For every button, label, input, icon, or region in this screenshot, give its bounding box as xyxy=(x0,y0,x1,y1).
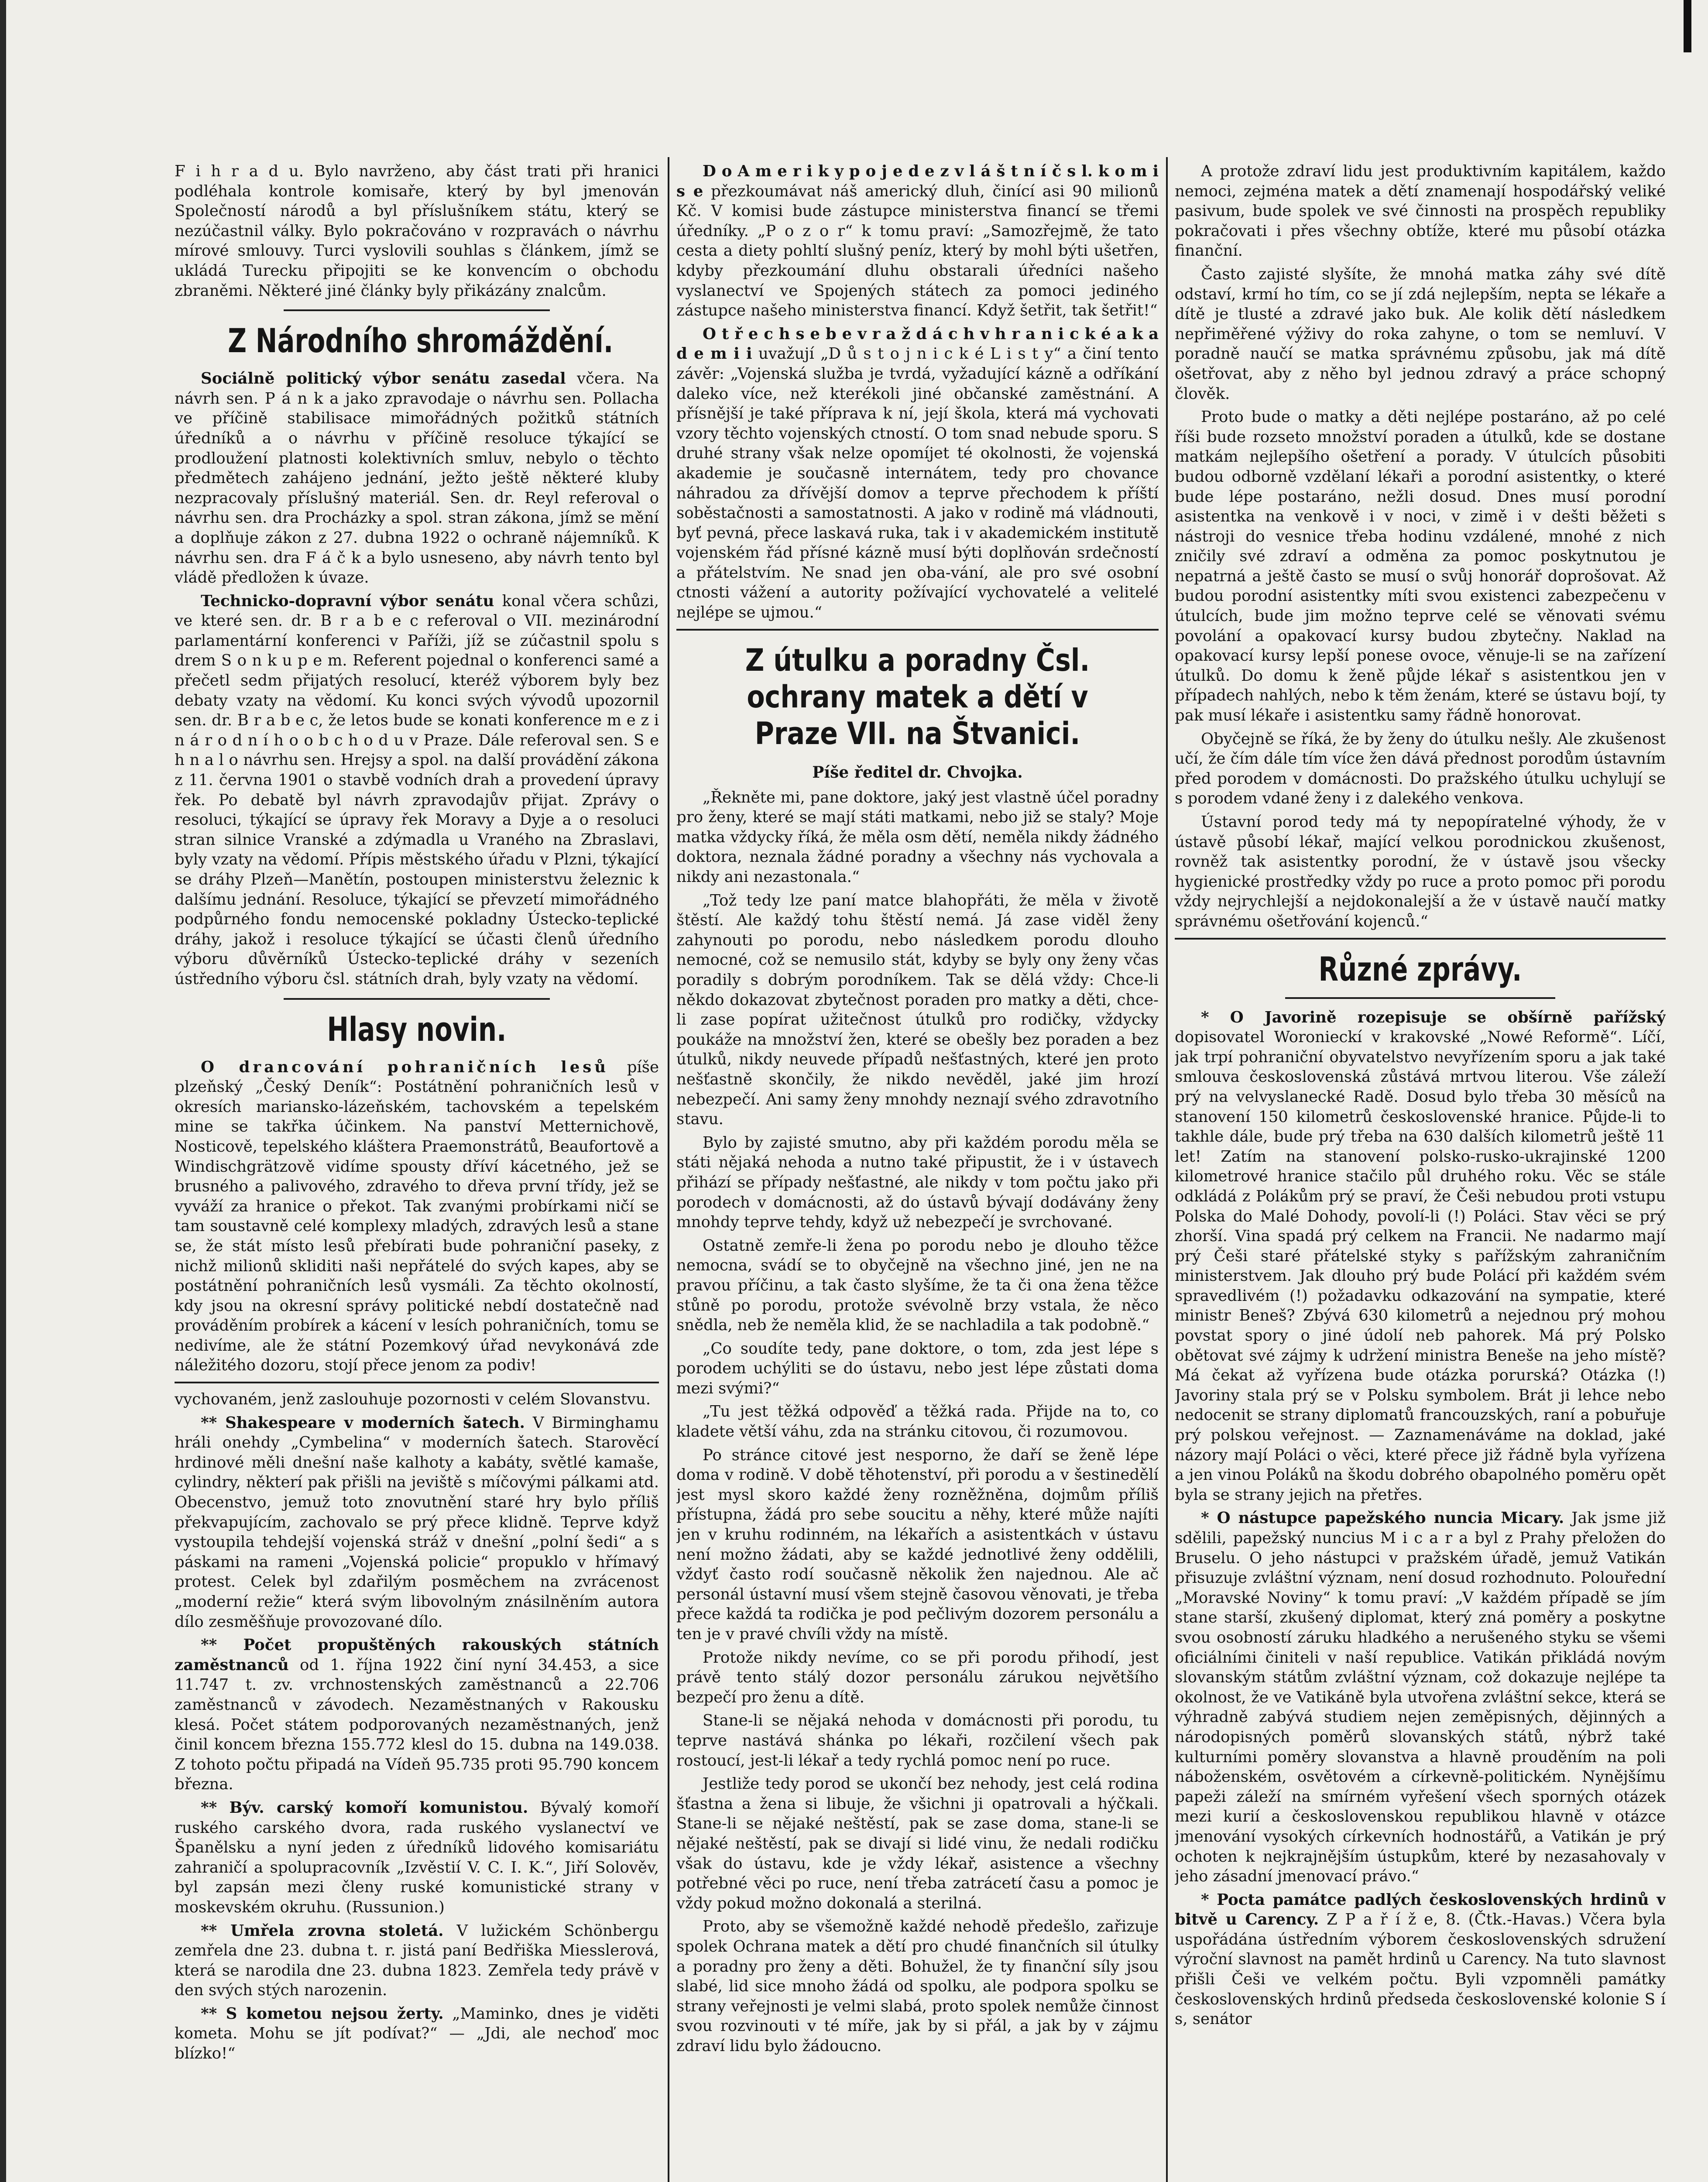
paragraph: „Tu jest těžká odpověď a těžká rada. Přijde na to, co kladete větší váhu, zda na stránku citovou, či rozumovou. xyxy=(676,1403,1159,1441)
article-continuation: F i h r a d u. Bylo navrženo, aby část trati při hranici podléhala kontrole komisaře, který by byl jmenován Společností národů a byl příslušníkem státu, který se nezúčastnil války. Bylo pokračováno v rozpravách o návrhu mírové smlouvy. Turci vyslovili souhlas s článkem, jímž se ukládá Turecku připojiti se ke konvencím o obchodu zbraněmi. Některé jiné články byly přikázány znalcům. xyxy=(175,162,659,300)
news-item: ** Umřela zrovna stoletá. V lužickém Schönbergu zemřela dne 23. dubna t. r. jistá paní Bedřiška Miesslerová, která se narodila dne 23. dubna 1823. Zemřela tedy právě v den svých stých narozenin. xyxy=(175,1921,659,2000)
paragraph: vychovaném, jenž zaslouhuje pozornosti v celém Slovanstvu. xyxy=(175,1390,651,1409)
divider xyxy=(1285,997,1555,999)
column-2 xyxy=(676,161,1159,2182)
divider xyxy=(284,309,550,311)
paragraph: Ústavní porod tedy má ty nepopíratelné výhody, že v ústavě působí lékař, mající velkou porodnickou zkušenost, rovněž tak asistentky porodní, že v ústavě jsou všecky hygienické prostředky vždy po ruce a proto pomoc při porodu vždy nejrychlejší a nejdokonalejší a že v ústavě naučí matky správnému ošetřování kojenců.“ xyxy=(1175,813,1666,930)
news-item: ** S kometou nejsou žerty. „Maminko, dnes je viděti kometa. Mohu se jít podívat?“ — „Jdi, ale nechoď moc blízko!“ xyxy=(175,2004,659,2063)
paragraph: Proto bude o matky a děti nejlépe postaráno, až po celé říši bude rozseto množství poraden a útulků, kde se dostane matkám nejlepšího ošetření a porady. V útulcích působiti budou odborně vzdělaní lékaři a porodní asistentky, o které bude lépe postaráno, nežli dosud. Dnes musí porodní asistentka na venkově i v noci, v zimě i v dešti běžeti s nástroji do vesnice třeba hodinu vzdálené, mnohé z nich zničily své zdraví a odměna za pomoc poskytnutou je nepatrná a ještě často se musí o svůj honorář doprošovat. Až budou porodní asistentky míti svou existenci zabezpečenu v útulcích, bude jim možno teprve celé se věnovati svému povolání a opakovací kursy budou zbytečny. Naklad na opakovací kursy lepší ponese ovoce, věnuje-li se na zařízení útulků. Do domu k ženě půjde lékař s asistentkou jen v případech nahlých, nebo k těm ženám, které se ústavu bojí, ty pak musí lékaře i asistentku samy řádně honorovat. xyxy=(1175,408,1666,725)
paragraph: „Tož tedy lze paní matce blahopřáti, že měla v životě štěstí. Ale každý tohu štěstí nemá. Já zase viděl ženy zahynouti po porodu, nebo následkem porodu dlouho nemocné, což se nemusilo stát, kdyby se byly ony ženy včas poradily s dobrým porodníkem. Tak se dělá vždy: Chce-li někdo dokazovat zbytečnost poraden pro matky a děti, chce-li zase popírat užitečnost útulků pro rodičky, vždycky poukáže na množství žen, které se obešly bez poraden a bez útulků, nikdy neuvede případů nešťastných, které jen proto nešťastně skončily, že nikdo nevěděl, jaké jim hrozí nebezpečí. Ani samy ženy mnohdy neznají svého zdravotního stavu. xyxy=(676,891,1159,1129)
section-heading-various-news: Různé zprávy. xyxy=(1318,949,1522,988)
divider xyxy=(1175,938,1666,940)
column-3 xyxy=(1175,161,1666,2182)
divider xyxy=(175,1382,659,1383)
paragraph: Technicko-dopravní výbor senátu konal včera schůzi, ve které sen. dr. B r a b e c referoval o VII. mezinárodní parlamentární konferenci v Paříži, jíž se zúčastnil spolu s drem S o n k u p e m. Referent pojednal o konferenci samé a přečetl sedm přijatých resolucí, kteréž výborem byly bez debaty vzaty na vědomí. Ku konci svých vývodů upozornil sen. dr. B r a b e c, že letos bude se konati konference m e z i n á r o d n í h o o b c h o d u v Praze. Dále referoval sen. S e h n a l o návrhu sen. Hrejsy a spol. na další provádění zákona z 11. června 1901 o stavbě vodních drah a provedení úpravy řek. Po debatě byl návrh zpravodajův přijat. Zprávy o resoluci, týkající se úpravy řek Moravy a Dyje a o resoluci stran silnice Vranské a zdýmadla u Vraného na Zbraslavi, byly vzaty na vědomí. Přípis městského úřadu v Plzni, týkající se dráhy Plzeň—Manětín, postoupen ministerstvu železnic k dalšímu jednání. Resoluce, týkající se převzetí mimořádného podpůrného fondu nemocenské pokladny Ústecko-teplické dráhy, jakož i resoluce týkající se účasti členů úředního výboru důvěrníků Ústecko-teplické dráhy v sezeních ústředního výboru čsl. státních drah, byly vzaty na vědomí. xyxy=(175,592,659,988)
divider xyxy=(284,998,550,1000)
paragraph: Bylo by zajisté smutno, aby při každém porodu měla se státi nějaká nehoda a nutno také připustit, že i v ústavech přihází se případy nešťastné, ale nikdy v tom počtu jako při porodech v domácnosti, až do ústavů bývají dodávány ženy mnohdy teprve tehdy, když už nebezpečí je svrchované. xyxy=(676,1133,1159,1232)
paragraph: Po stránce citové jest nesporno, že daří se ženě lépe doma v rodině. V době těhotenství, při porodu a v šestinedělí jest mysl skoro každé ženy rozněžněna, dojmům příliš přístupna, žádá pro sebe soucitu a něhy, které může najíti jen v kruhu rodinném, na lékařích a asistentkách v ústavu není možno žádati, aby se každé jednotlivé ženy oddělili, vždyť často rodí současně několik žen najednou. Ale ač personál ústavní musí všem stejně časovou věnovati, je třeba přece každá ta rodička je pod pečlivým dozorem personálu a ten je v pravé chvíli vždy na místě. xyxy=(676,1446,1159,1643)
column-1 xyxy=(175,161,659,2182)
article-heading-shelter: Z útulku a poradny Čsl. ochrany matek a dětí v Praze VII. na Štvanici. xyxy=(745,642,1090,751)
paragraph: „Řekněte mi, pane doktore, jaký jest vlastně účel poradny pro ženy, které se mají státi matkami, nebo již se staly? Moje matka vždycky říká, že měla osm dětí, neměla nikdy žádného doktora, neznala žádné poradny a všechny nás vychovala a nikdy ani nezastonala.“ xyxy=(676,788,1159,886)
column-rule-2 xyxy=(1166,157,1168,2182)
paragraph: Jestliže tedy porod se ukončí bez nehody, jest celá rodina šťastna a žena si libuje, že všichni ji opatrovali a hýčkali. Stane-li se nějaké neštěstí, pak se zase doma, stane-li se nějaké neštěstí, pak se divají si lidé vinu, že nedali rodičku však do ústavu, kde je vždy lékař, asistence a všechny potřebné věci po ruce, není třeba zatrácetí času a pomoc je vždy pokud možno dokonalá a sterilná. xyxy=(676,1775,1159,1912)
paragraph: O t ř e c h s e b e v r a ž d á c h v h r a n i c k é a k a d e m i i uvažují „D ů s t o j n i c k é L i s t y“ a činí tento závěr: „Vojenská služba je tvrdá, vyžadující kázně a odříkání daleko více, než kterékoli jiné občanské zaměstnání. A přísnější je také příprava k ní, její škola, která má vychovati vzory těchto vojenských ctností. O tom snad nebude sporu. S druhé strany však nelze opomíjet té okolnosti, že vojenská akademie je současně internátem, tedy pro chovance náhradou za dřívější domov a teprve přechodem k příští soběstačnosti a samostatnosti. A jako v rodině má vládnouti, byť pevná, přece laskavá ruka, tak i v akademickém institutě vojenském řád přísné kázně musí býti doplňován srdečností a přátelstvím. Ne snad jen oba-vání, ale pro své osobní ctnosti vážení a autority požívající vychovatelé a velitelé nejlépe se ujmou.“ xyxy=(676,325,1159,622)
scan-corner-mark xyxy=(1684,0,1691,52)
column-rule-1 xyxy=(668,157,669,2182)
paragraph: D o A m e r i k y p o j e d e z v l á š t n í č s l. k o m i s e přezkoumávat náš americký dluh, činící asi 90 milionů Kč. V komisi bude zástupce ministerstva financí se třemi úředníky. „P o z o r“ k tomu praví: „Samozřejmě, že tato cesta a diety pohltí slušný peníz, který by mohl býti ušetřen, kdyby přezkoumání dluhu obstarali úředníci našeho vyslanectví ve Spojených státech za pomoci jediného zástupce našeho ministerstva financí. Když šetřit, tak šetřit!“ xyxy=(676,162,1159,320)
paragraph: „Co soudíte tedy, pane doktore, o tom, zda jest lépe s porodem uchýliti se do ústavu, nebo jest lépe zůstati doma mezi svými?“ xyxy=(676,1339,1159,1397)
paragraph: Sociálně politický výbor senátu zasedal včera. Na návrh sen. P á n k a jako zpravodaje o návrhu sen. Pollacha ve příčině stabilisace mimořádných požitků státních úředníků a o návrhu v příčině resoluce týkající se prodloužení platnosti kolektivních smluv, nebylo o těchto předmětech zahájeno jednání, ježto ještě některé kluby nezpracovaly příslušný materiál. Sen. dr. Reyl referoval o návrhu sen. dra Procházky a spol. stran zákona, jímž se mění a doplňuje zákon z 27. dubna 1922 o ochraně nájemníků. K návrhu sen. dra F á č k a bylo usneseno, aby návrh tento byl vládě předložen k úvaze. xyxy=(175,370,659,587)
news-item: ** Shakespeare v moderních šatech. V Birminghamu hráli onehdy „Cymbelina“ v moderních šatech. Starověcí hrdinové měli dnešní naše kalhoty a kabáty, světlé kamaše, cylindry, některí pak přišli na jeviště s míčovými pálkami atd. Obecenstvo, jemuž toto znovutnění staré hry bylo příliš překvapujícím, zachovalo se prý přece klidně. Teprve když vystoupila tehdejší vojenská stráž v dnešní „polní šedi“ a s páskami na rameni „Vojenská policie“ propuklo v hřímavý protest. Celek byl zdařilým posměchem na zvrácenost „moderní režie“ která svým libovolným znásilněním autora dílo zesměšňuje provozované dílo. xyxy=(175,1413,659,1631)
byline: Píše ředitel dr. Chvojka. xyxy=(812,763,1023,782)
paragraph: Ostatně zemře-li žena po porodu nebo je dlouho těžce nemocna, svádí se to obyčejně na všechno jiné, jen ne na pravou příčinu, a tak často slyšíme, že ta či ona žena těžce stůně po porodu, protože svévolně brzy vstala, že něco snědla, neb že neměla klid, že se nachladila a tak podobně.“ xyxy=(676,1236,1159,1335)
news-item: * O nástupce papežského nuncia Micary. Jak jsme již sdělili, papežský nuncius M i c a r a byl z Prahy přeložen do Bruselu. O jeho nástupci v pražském úřadě, jemuž Vatikán přisuzuje zvláštní význam, není dosud rozhodnuto. Polouřední „Moravské Noviny“ k tomu praví: „V každém případě se jím stane starší, zkušený diplomat, který zná poměry a poskytne svou osobností záruku hladkého a nerušeného styku se všemi oficiálními činiteli v naší republice. Vatikán přikládá novým slovanským státům zvláštní význam, což dokazuje nejlépe ta okolnost, že ve Vatikáně byla utvořena zvláštní sekce, která se výhradně zabývá studiem nejen zeměpisných, dějinných a národopisných poměrů slovanských států, nýbrž také kulturními poměry slovanstva a hlavně prouděním na poli náboženském, osvětovém a církevně-politickém. Nynějšímu papeži záleží na smírném vyřešení všech sporných otázek mezi kurií a československou republikou hlavně v otázce jmenování vysokých církevních hodnostářů, a Vatikán je prý ochoten k nejkrajnějším ústupkům, které by nezasahovaly v jeho zásadní jmenovací právo.“ xyxy=(1175,1509,1666,1886)
scan-edge xyxy=(0,0,6,2182)
paragraph: Obyčejně se říká, že by ženy do útulku nešly. Ale zkušenost učí, že čím dále tím více žen dává přednost porodům ústavním před porodem v domácnosti. Do pražského útulku uchylují se s porodem vdané ženy i z dalekého venkova. xyxy=(1175,730,1666,808)
section-heading-national-assembly: Z Národního shromáždění. xyxy=(228,321,614,360)
paragraph: Protože nikdy nevíme, co se při porodu přihodí, jest právě tento stálý dozor personálu zárukou největšího bezpečí pro ženu a dítě. xyxy=(676,1648,1159,1706)
news-item: ** Býv. carský komoří komunistou. Bývalý komoří ruského carského dvora, rada ruského vyslanectví ve Španělsku a nyní jeden z úředníků lidového komisariátu zahraničí a spolupracovník „Izvěstií V. C. I. K.“, Jiří Solověv, byl zapsán mezi členy ruské komunistické strany v moskevském okruhu. (Russunion.) xyxy=(175,1798,659,1916)
paragraph: Proto, aby se všemožně každé nehodě předešlo, zařizuje spolek Ochrana matek a dětí pro chudé finančních sil útulky a poradny pro ženy a děti. Bohužel, že ty finanční síly jsou slabé, lid sice mnoho žádá od spolku, ale podpora spolku se strany veřejnosti je velmi slabá, proto spolek nemůže činnost svou rozvinouti v té míře, jak by si přál, a jak by v zájmu zdraví lidu bylo žádoucno. xyxy=(676,1918,1159,2055)
paragraph: Často zajisté slyšíte, že mnohá matka záhy své dítě odstaví, krmí ho tím, co se jí zdá nejlepším, nepta se lékaře a dítě je tlusté a zdravé jako buk. Ale kolik dětí následkem nepřiměřené výživy do roka zahyne, o tom se nemluví. V poradně naučí se matka správnému způsobu, jak má dítě ošetřovat, aby z něho byl jednou zdravý a práce schopný člověk. xyxy=(1175,265,1666,403)
paragraph: Stane-li se nějaká nehoda v domácnosti při porodu, tu teprve nastává shánka po lékaři, rozčilení všech pak rostoucí, jest-li lékař a tedy rychlá pomoc není po ruce. xyxy=(676,1712,1159,1770)
section-heading-press-voices: Hlasy novin. xyxy=(327,1009,507,1049)
divider xyxy=(676,629,1159,631)
paragraph: O drancování pohraničních lesů píše plzeňský „Český Deník“: Postátnění pohraničních lesů v okresích mariansko-lázeňském, tachovském a tepelském mine se takřka účinkem. Na panství Metternichově, Nosticově, tepelského kláštera Praemonstrátů, Beaufortově a Windischgrätzově vidíme spousty dříví kácetného, jež se brusného a palivového, zdravého to dřeva první třídy, jež se vyváží za hranice o překot. Tak zvanými probírkami ničí se tam soustavně celé komplexy mladých, zdravých lesů a stane se, že stát místo lesů přebírati bude pohraniční paseky, z nichž milionů skliditi naši nepřátelé do svých kapes, aby se postátnění pohraničních lesů vysmáli. Za těchto okolností, kdy jsou na okresní správy politické nebdí dostatečně nad prováděním probírek a kácení v lesích pohraničních, tomu se nedivíme, ale že státní Pozemkový úřad nevykonává zde náležitého dozoru, stojí přece jenom za podiv! xyxy=(175,1058,659,1375)
news-item: * O Javorině rozepisuje se obšírně pařížský dopisovatel Woronieckí v krakovské „Nowé Reformě“. Líčí, jak trpí pohraniční obyvatelstvo nevyřízením sporu a jak také smlouva československá zůstává mrtvou literou. Vše záleží prý na velvyslanecké Radě. Dosud bylo třeba 30 měsíců na stanovení 150 kilometrů československé hranice. Půjde-li to takhle dále, bude prý třeba na 630 dalších kilometrů ještě 11 let! Zatím na stanovení polsko-rusko-ukrajinské 1200 kilometrové hranice stačilo půl druhého roku. Věc se stále odkládá z Polákům prý se praví, že Češi nebudou proti vstupu Polska do Malé Dohody, povolí-li (!) Poláci. Stav věci se prý zhorší. Vina spadá prý celkem na Francii. Ne nadarmo mají prý Češi staré přátelské styky s pařížským zahraničním ministerstvem. Jak dlouho prý bude Polácí při každém svém spravedlivém (!) požadavku odkazování na sympatie, které ministr Beneš? Zbývá 630 kilometrů a nejednou prý mohou povstat spory o jiné údolí neb pahorek. Má prý Polsko obětovat své zájmy k udržení ministra Beneše na jeho místě? Má čekat až vyřízena bude otázka porurská? Otázka (!) Javoriny stala prý se v Polsku symbolem. Brát ji lehce nebo nedocenit se strany diplomatů francouzských, raní a pobuřuje prý polskou veřejnost. — Zaznamenáváme na doklad, jaké názory mají Poláci o věci, které přece již řádně byla vyřízena a jen vinou Poláků na škodu dobrého obapolného poměru opět byla se strany jejich na přetřes. xyxy=(1175,1008,1666,1504)
news-item: * Pocta památce padlých československých hrdinů v bitvě u Carency. Z P a ř í ž e, 8. (Čtk.-Havas.) Včera byla uspořádána ústředním výborem československých sdružení výroční slavnost na pamět hrdinů u Carency. Na tuto slavnost přišli Češi ve velkém počtu. Byli vzpomněli památky československých hrdinů předseda československé kolonie S í s, senátor xyxy=(1175,1890,1666,2028)
paragraph: A protože zdraví lidu jest produktivním kapitálem, každo nemoci, zejména matek a dětí znamenají hospodářský veliké pasivum, bude spolek ve své činnosti na prospěch republiky pokračovati i přes všechny obtíže, které mu působí otázka finanční. xyxy=(1175,162,1666,260)
news-item: ** Počet propuštěných rakouských státních zaměstnanců od 1. října 1922 činí nyní 34.453, a sice 11.747 t. zv. vrchnostenských zaměstnanců a 22.706 zaměstnanců v závodech. Nezaměstnaných v Rakousku klesá. Počet státem podporovaných nezaměstnaných, jenž činil koncem března 155.772 klesl do 15. dubna na 149.038. Z tohoto počtu připadá na Vídeň 95.735 proti 95.790 koncem března. xyxy=(175,1636,659,1794)
